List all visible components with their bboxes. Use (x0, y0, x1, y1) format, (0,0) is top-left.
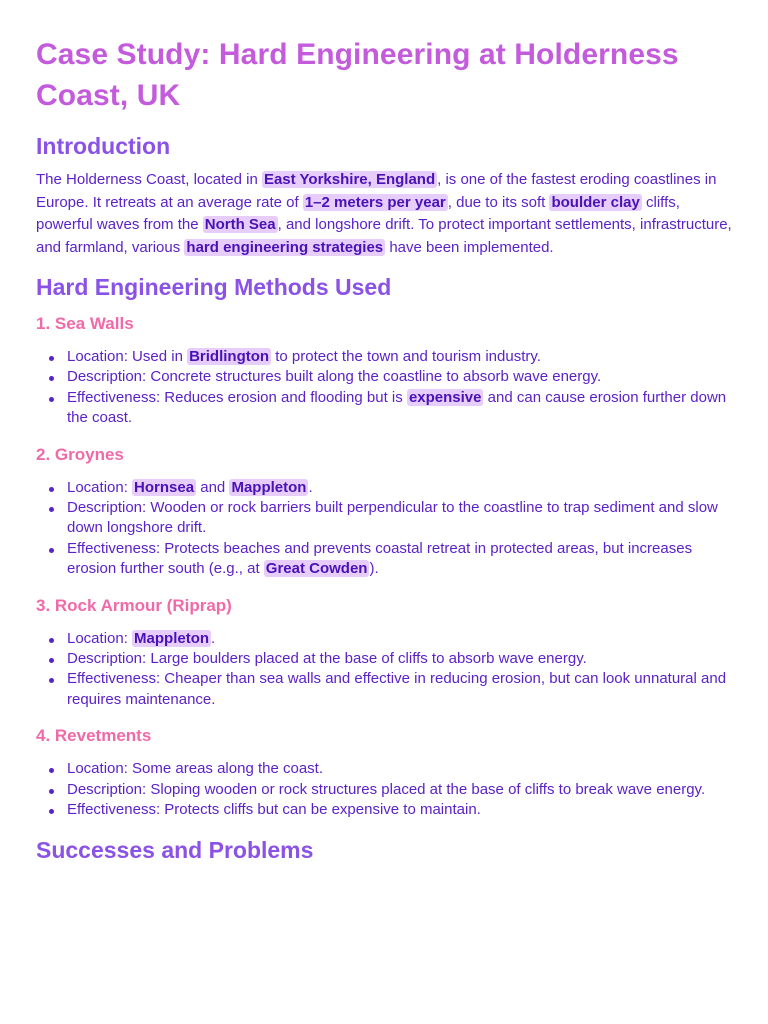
intro-text: , is one of the fastest eroding coastlines in Europe. It retreats at an average rate of (36, 171, 717, 211)
highlight-place: Mappleton (231, 478, 307, 496)
item-text: Location: (67, 629, 133, 647)
highlight-place: Bridlington (189, 348, 270, 365)
page-title: Case Study: Hard Engineering at Holderness Coast, UK (36, 38, 679, 112)
intro-text: The Holderness Coast, located in (36, 171, 262, 188)
highlight-sea: North Sea (204, 216, 276, 233)
highlight-geology: boulder clay (551, 193, 640, 211)
highlight-rate: 1–2 meters per year (304, 193, 446, 211)
item-text: Location: Used in (67, 348, 188, 365)
item-text: Effectiveness: Protects beaches and prevents coastal retreat in protected areas, but increases erosion further south (e.g., at (67, 539, 693, 578)
list-item: Effectiveness: Cheaper than sea walls and effective in reducing erosion, but can look unnatural and requires maintenance. (36, 669, 732, 710)
item-text: and can cause erosion further down the coast. (67, 388, 727, 427)
item-text: and (196, 478, 230, 496)
intro-text: , and longshore drift. To protect important settlements, infrastructure, and farmland, various (36, 216, 732, 256)
rock-armour-list (36, 629, 732, 711)
methods-heading: Hard Engineering Methods Used (36, 274, 392, 300)
list-item (36, 539, 732, 580)
list-item: Description: Concrete structures built along the coastline to absorb wave energy. (36, 367, 732, 387)
highlight-place: Great Cowden (265, 560, 368, 578)
list-item: Description: Sloping wooden or rock structures placed at the base of cliffs to break wave energy. (36, 780, 732, 800)
revetments-list (36, 759, 732, 820)
list-item (36, 478, 732, 498)
successes-heading: Successes and Problems (36, 836, 314, 863)
list-item (36, 347, 732, 367)
introduction-heading: Introduction (36, 133, 171, 159)
groynes-heading: 2. Groynes (36, 444, 124, 464)
highlight-cost: expensive (408, 388, 482, 406)
highlight-place: Hornsea (134, 478, 195, 496)
revetments-heading: 4. Revetments (36, 726, 152, 746)
item-text: Location: (67, 478, 133, 496)
item-text: . (211, 629, 216, 647)
list-item: Description: Wooden or rock barriers built perpendicular to the coastline to trap sediment and slow down longshore drift. (36, 498, 732, 539)
list-item (36, 629, 732, 649)
sea-walls-list (36, 347, 732, 429)
rock-armour-heading: 3. Rock Armour (Riprap) (36, 595, 232, 615)
list-item: Description: Large boulders placed at the base of cliffs to absorb wave energy. (36, 649, 732, 669)
sea-walls-heading: 1. Sea Walls (36, 314, 134, 333)
item-text: ). (369, 560, 379, 578)
list-item: Effectiveness: Protects cliffs but can be expensive to maintain. (36, 800, 732, 820)
intro-text: have been implemented. (385, 238, 554, 256)
introduction-paragraph (36, 169, 732, 259)
item-text: to protect the town and tourism industry. (271, 348, 541, 365)
list-item: Location: Some areas along the coast. (36, 759, 732, 779)
highlight-strategies: hard engineering strategies (186, 238, 384, 256)
groynes-list (36, 478, 732, 580)
highlight-location: East Yorkshire, England (263, 171, 436, 188)
list-item (36, 388, 732, 429)
intro-text: , due to its soft (447, 193, 550, 211)
item-text: Effectiveness: Reduces erosion and flooding but is (67, 388, 407, 406)
highlight-place: Mappleton (134, 629, 210, 647)
item-text: . (308, 478, 313, 496)
intro-text: cliffs, powerful waves from the (36, 193, 680, 233)
